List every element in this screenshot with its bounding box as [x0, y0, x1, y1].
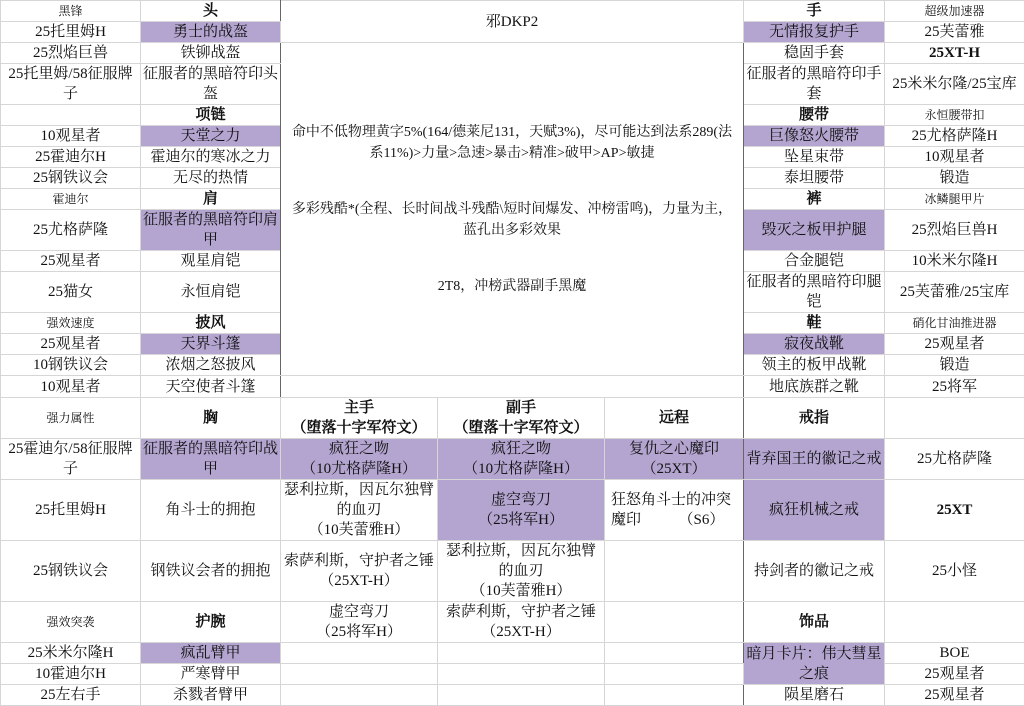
source-cell: 25烈焰巨兽H: [885, 210, 1024, 251]
empty-cell: [605, 541, 744, 602]
source-cell: 25烈焰巨兽: [1, 43, 141, 64]
empty-cell: [605, 643, 744, 664]
offhand-item: 疯狂之吻 （10尤格萨隆H）: [438, 439, 605, 480]
source-cell: 锻造: [885, 168, 1024, 189]
shoulder-tag: 霍迪尔: [1, 189, 141, 210]
item-cell: 严寒臂甲: [141, 664, 281, 685]
source-cell: 25猫女: [1, 272, 141, 313]
source-cell: 锻造: [885, 355, 1024, 376]
mainhand-item: 虚空弯刀 （25将军H）: [281, 602, 438, 643]
item-cell: 天界斗篷: [141, 334, 281, 355]
mainhand-item: 疯狂之吻 （10尤格萨隆H）: [281, 439, 438, 480]
ring-item: 背弃国王的徽记之戒: [744, 439, 885, 480]
slot-hands: 手: [744, 1, 885, 22]
chest-tag: [1, 398, 141, 439]
item-cell: 杀戮者臂甲: [141, 685, 281, 706]
offhand-item: 瑟利拉斯，因瓦尔独臂的血刃 （10芙蕾雅H）: [438, 541, 605, 602]
source-cell: 25观星者: [1, 334, 141, 355]
ranged-item: 狂怒角斗士的冲突魔印 （S6）: [605, 480, 744, 541]
item-cell: 征服者的黑暗符印手套: [744, 64, 885, 105]
note-gems: 多彩残酷*(全程、长时间战斗残酷\短时间爆发、冲榜雷鸣)，力量为主，蓝孔出多彩效果: [287, 199, 737, 241]
slot-neck: 项链: [141, 105, 281, 126]
chest-tag-text: 强力属性: [46, 411, 94, 425]
mainhand-label: 主手: [283, 398, 435, 418]
source-cell: 10观星者: [885, 147, 1024, 168]
slot-head: 头: [141, 1, 281, 22]
slot-trinket: 饰品: [744, 602, 885, 643]
source-cell: 25小怪: [885, 541, 1024, 602]
source-cell: 25霍迪尔H: [1, 147, 141, 168]
item-cell: 寂夜战靴: [744, 334, 885, 355]
note-hit-priority: 命中不低物理黄字5%(164/德莱尼131，天赋3%)，尽可能达到法系289(法系11%)>力量>急速>暴击>精准>破甲>AP>敏捷: [287, 122, 737, 164]
slot-legs: 裤: [744, 189, 885, 210]
trinket-item: 暗月卡片：伟大彗星之痕: [744, 643, 885, 685]
offhand-item: 虚空弯刀 （25将军H）: [438, 480, 605, 541]
slot-wrist: 护腕: [141, 602, 281, 643]
source-cell: 25将军: [885, 376, 1024, 398]
item-cell: 坠星束带: [744, 147, 885, 168]
ranged-item: 复仇之心魔印 （25XT）: [605, 439, 744, 480]
empty-cell: [885, 602, 1024, 643]
item-cell: 地底族群之靴: [744, 376, 885, 398]
item-cell: 稳固手套: [744, 43, 885, 64]
empty-cell: [281, 664, 438, 685]
head-tag: 黑锋: [1, 1, 141, 22]
source-cell: 25左右手: [1, 685, 141, 706]
item-cell: 征服者的黑暗符印腿铠: [744, 272, 885, 313]
slot-feet: 鞋: [744, 313, 885, 334]
item-cell: 疯乱臂甲: [141, 643, 281, 664]
empty-cell: [605, 685, 744, 706]
source-cell: 25观星者: [885, 685, 1024, 706]
offhand-rune: （堕落十字军符文）: [440, 418, 602, 438]
feet-tag: 硝化甘油推进器: [885, 313, 1024, 334]
source-cell: 10钢铁议会: [1, 355, 141, 376]
legs-tag: 冰鳞腿甲片: [885, 189, 1024, 210]
item-cell: 毁灭之板甲护腿: [744, 210, 885, 251]
slot-offhand: [438, 398, 605, 439]
slot-waist: 腰带: [744, 105, 885, 126]
slot-ranged: 远程: [605, 398, 744, 439]
slot-ring: 戒指: [744, 398, 885, 439]
source-cell: 25XT-H: [885, 43, 1024, 64]
item-cell: 霍迪尔的寒冰之力: [141, 147, 281, 168]
empty-cell: [438, 664, 605, 685]
source-cell: 25观星者: [885, 334, 1024, 355]
item-cell: 观星肩铠: [141, 251, 281, 272]
source-cell: 25观星者: [1, 251, 141, 272]
slot-chest: 胸: [141, 398, 281, 439]
mainhand-item: 索萨利斯，守护者之锤（25XT-H）: [281, 541, 438, 602]
mainhand-rune: （堕落十字军符文）: [283, 418, 435, 438]
slot-cloak: 披风: [141, 313, 281, 334]
source-cell: 25钢铁议会: [1, 541, 141, 602]
empty-cell: [885, 398, 1024, 439]
offhand-label: 副手: [440, 398, 602, 418]
source-cell: 10霍迪尔H: [1, 664, 141, 685]
ring-item: 持剑者的徽记之戒: [744, 541, 885, 602]
notes-panel: [281, 43, 744, 376]
empty-cell: [605, 664, 744, 685]
waist-tag: 永恒腰带扣: [885, 105, 1024, 126]
note-set: 2T8，冲榜武器副手黑魔: [287, 276, 737, 297]
source-cell: 25尤格萨隆: [885, 439, 1024, 480]
source-cell: 25托里姆H: [1, 22, 141, 43]
sheet-title: 邪DKP2: [281, 1, 744, 43]
hands-tag: 超级加速器: [885, 1, 1024, 22]
source-cell: BOE: [885, 643, 1024, 664]
item-cell: 征服者的黑暗符印战甲: [141, 439, 281, 480]
ring-item: 疯狂机械之戒: [744, 480, 885, 541]
source-cell: 10观星者: [1, 376, 141, 398]
item-cell: 浓烟之怒披风: [141, 355, 281, 376]
mainhand-item: 瑟利拉斯，因瓦尔独臂的血刃 （10芙蕾雅H）: [281, 480, 438, 541]
item-cell: 征服者的黑暗符印头盔: [141, 64, 281, 105]
source-cell: 25托里姆/58征服牌子: [1, 64, 141, 105]
source-cell: 25芙蕾雅: [885, 22, 1024, 43]
slot-mainhand: [281, 398, 438, 439]
source-cell: 25XT: [885, 480, 1024, 541]
offhand-item: 索萨利斯，守护者之锤（25XT-H）: [438, 602, 605, 643]
trinket-item: 陨星磨石: [744, 685, 885, 706]
item-cell: 天堂之力: [141, 126, 281, 147]
source-cell: 25米米尔隆H: [1, 643, 141, 664]
source-cell: 10米米尔隆H: [885, 251, 1024, 272]
source-cell: 25钢铁议会: [1, 168, 141, 189]
empty-cell: [605, 602, 744, 643]
empty-cell: [438, 643, 605, 664]
item-cell: 永恒肩铠: [141, 272, 281, 313]
slot-shoulder: 肩: [141, 189, 281, 210]
item-cell: 天空使者斗篷: [141, 376, 281, 398]
item-cell: 领主的板甲战靴: [744, 355, 885, 376]
neck-tag: [1, 105, 141, 126]
source-cell: 25托里姆H: [1, 480, 141, 541]
item-cell: 铁铆战盔: [141, 43, 281, 64]
empty-cell: [281, 685, 438, 706]
item-cell: 泰坦腰带: [744, 168, 885, 189]
item-cell: 征服者的黑暗符印肩甲: [141, 210, 281, 251]
source-cell: 25米米尔隆/25宝库: [885, 64, 1024, 105]
source-cell: 25芙蕾雅/25宝库: [885, 272, 1024, 313]
source-cell: 25霍迪尔/58征服牌子: [1, 439, 141, 480]
item-cell: 角斗士的拥抱: [141, 480, 281, 541]
source-cell: 10观星者: [1, 126, 141, 147]
item-cell: 无情报复护手: [744, 22, 885, 43]
item-cell: 巨像怒火腰带: [744, 126, 885, 147]
empty-cell: [281, 376, 744, 398]
wrist-tag: 强效突袭: [1, 602, 141, 643]
item-cell: 钢铁议会者的拥抱: [141, 541, 281, 602]
item-cell: 勇士的战盔: [141, 22, 281, 43]
empty-cell: [438, 685, 605, 706]
item-cell: 合金腿铠: [744, 251, 885, 272]
empty-cell: [281, 643, 438, 664]
item-cell: 无尽的热情: [141, 168, 281, 189]
cloak-tag: 强效速度: [1, 313, 141, 334]
source-cell: 25观星者: [885, 664, 1024, 685]
source-cell: 25尤格萨隆H: [885, 126, 1024, 147]
source-cell: 25尤格萨隆: [1, 210, 141, 251]
